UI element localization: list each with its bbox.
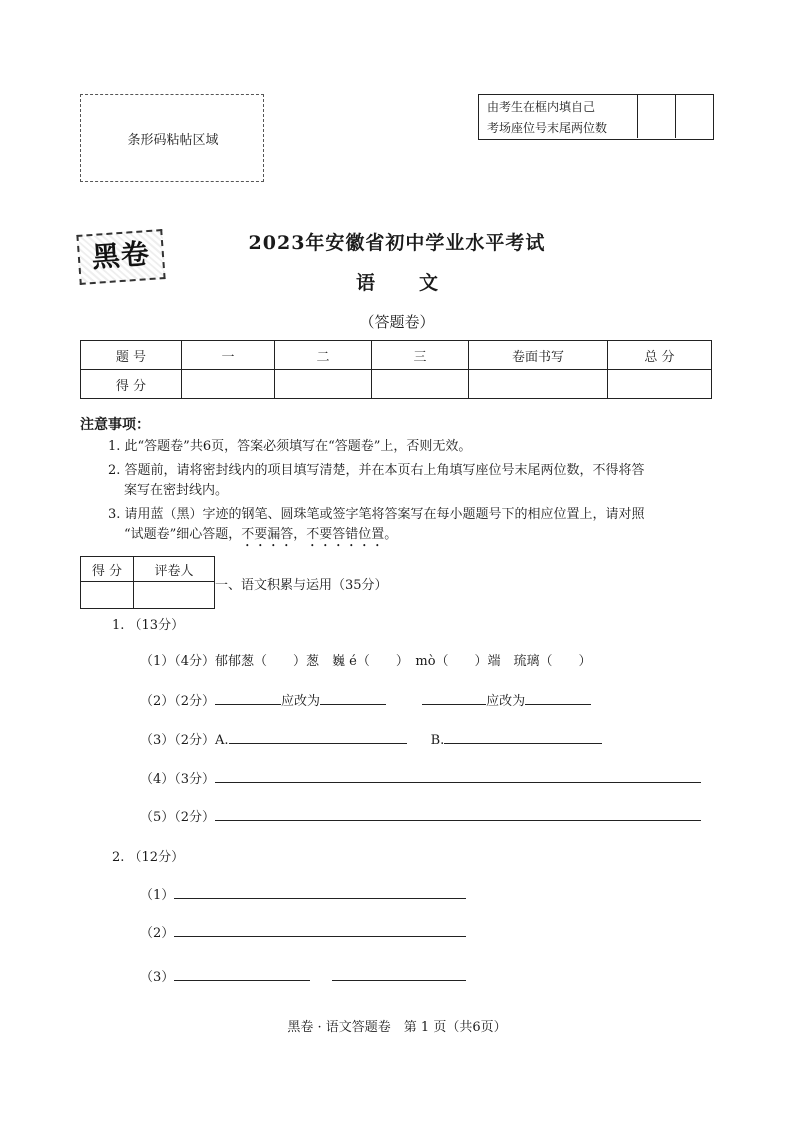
grader-table [80,556,215,609]
score-cell[interactable] [182,370,275,399]
score-header-cell: 卷面书写 [469,341,608,370]
answer-line[interactable] [320,691,386,705]
q1-sub4-label: （4）（3分） [140,772,216,787]
barcode-label: 条形码粘帖区域 [127,133,219,148]
note-2-cont: 案写在密封线内。 [124,483,229,498]
black-paper-stamp: 黑卷 [76,229,165,285]
seat-digit-cell-1[interactable] [637,95,675,138]
score-cell[interactable] [608,370,712,399]
barcode-paste-area [80,94,264,182]
grader-score-cell[interactable] [81,582,134,609]
score-cell[interactable] [372,370,469,399]
seat-digit-cell-2[interactable] [675,95,713,138]
q2-sub1 [140,884,466,903]
score-table-value-row [81,370,712,399]
note-3-emphasis: 不要漏答，不要答错位置。 [241,527,398,542]
answer-line[interactable] [215,769,701,783]
exam-title: 2023年安徽省初中学业水平考试 [248,232,546,254]
note-1: 1. 此“答题卷”共6页，答案必须填写在“答题卷”上，否则无效。 [108,439,472,454]
answer-sheet-subtitle: （答题卷） [359,313,435,331]
note-3-cont [124,524,724,550]
answer-line[interactable] [525,691,591,705]
q2-sub3 [140,966,466,985]
note-2: 2. 答题前，请将密封线内的项目填写清楚，并在本页右上角填写座位号末尾两位数，不得将答 [108,463,645,478]
score-cell[interactable] [469,370,608,399]
score-row-label: 得 分 [81,370,182,399]
q1-sub3-b: B. [430,733,445,748]
score-header-cell: 二 [275,341,372,370]
score-header-cell: 一 [182,341,275,370]
q2-sub1-label: （1） [140,888,175,903]
grader-reviewer-label: 评卷人 [134,557,215,582]
answer-line[interactable] [332,967,466,981]
question-1-label: 1. （13分） [112,618,185,633]
q1-sub3 [140,729,602,748]
score-header-cell: 三 [372,341,469,370]
answer-line-b[interactable] [444,730,602,744]
q1-sub2-label: （2）（2分） [140,694,216,709]
score-cell[interactable] [275,370,372,399]
answer-line[interactable] [215,807,701,821]
answer-line-a[interactable] [229,730,407,744]
q1-sub5-label: （5）（2分） [140,810,216,825]
q1-sub4 [140,768,701,787]
q2-sub2-label: （2） [140,926,175,941]
q1-sub3-label: （3）（2分）A. [140,733,229,748]
page-footer: 黑卷 · 语文答题卷 第 1 页（共6页） [287,1020,507,1035]
answer-line[interactable] [174,885,466,899]
note-3: 3. 请用蓝（黑）字迹的钢笔、圆珠笔或签字笔将答案写在每小题题号下的相应位置上，请对照 [108,507,645,522]
score-table-header-row [81,341,712,370]
notes-title: 注意事项： [80,417,150,433]
answer-line[interactable] [215,691,281,705]
subject-char-2: 文 [419,272,439,294]
seat-instructions [487,97,637,139]
score-header-cell: 总 分 [608,341,712,370]
seat-instruction-line2: 考场座位号末尾两位数 [487,121,608,135]
note-3-cont-text: “试题卷”细心答题， [124,527,242,542]
grader-reviewer-cell[interactable] [134,582,215,609]
grader-score-label: 得 分 [81,557,134,582]
q1-sub2-mid: 应改为 [281,694,321,709]
seat-number-box [478,94,714,140]
answer-line[interactable] [174,923,466,937]
subject-char-1: 语 [355,272,375,294]
q2-sub3-label: （3） [140,970,175,985]
question-2-label: 2. （12分） [112,850,185,865]
score-header-cell: 题 号 [81,341,182,370]
q2-sub2 [140,922,466,941]
section-1-title: 一、语文积累与运用（35分） [215,578,388,593]
q1-sub2-end: 应改为 [486,694,526,709]
q1-sub2 [140,690,591,709]
answer-line[interactable] [174,967,310,981]
q1-sub1: （1）（4分）郁郁葱（ ）葱 巍 é（ ） mò（ ）端 琉璃（ ） [140,654,592,669]
subject-title [0,268,794,295]
q1-sub5 [140,806,701,825]
score-table [80,340,712,399]
seat-instruction-line1: 由考生在框内填自己 [487,100,596,114]
answer-line[interactable] [422,691,486,705]
